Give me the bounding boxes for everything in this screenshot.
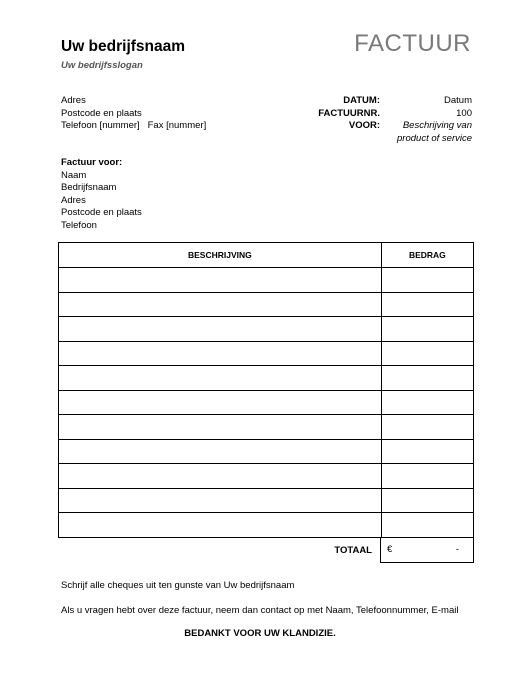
description-cell[interactable] [59,390,382,415]
table-row [59,488,474,513]
bill-to-heading: Factuur voor: [61,157,123,168]
description-cell[interactable] [59,341,382,366]
total-currency: € [387,544,393,555]
description-cell[interactable] [59,513,382,538]
table-row [59,415,474,440]
bill-to-address: Adres [61,194,86,206]
description-cell[interactable] [59,292,382,317]
amount-cell[interactable] [381,366,473,391]
amount-cell[interactable] [381,268,473,293]
sender-city: Postcode en plaats [61,107,142,119]
invoice-title: FACTUUR [354,30,471,57]
amount-column-header: BEDRAG [381,243,473,268]
table-row [59,292,474,317]
table-row [59,390,474,415]
table-row [59,268,474,293]
total-amount-box [380,538,474,563]
sender-address: Adres [61,95,86,106]
amount-cell[interactable] [381,390,473,415]
for-value-line2: product of service [397,132,472,144]
company-slogan: Uw bedrijfsslogan [61,60,143,71]
amount-cell[interactable] [381,439,473,464]
description-cell[interactable] [59,464,382,489]
date-value: Datum [444,95,472,106]
amount-cell[interactable] [381,513,473,538]
company-name: Uw bedrijfsnaam [61,38,186,55]
amount-cell[interactable] [381,292,473,317]
bill-to-company: Bedrijfsnaam [61,182,117,193]
description-cell[interactable] [59,439,382,464]
table-row [59,439,474,464]
line-items-table [58,242,474,538]
sender-address-block [61,95,206,133]
bill-to-city: Postcode en plaats [61,207,142,218]
bill-to-phone: Telefoon [61,219,97,231]
amount-cell[interactable] [381,317,473,342]
sender-fax: Fax [nummer] [147,120,207,131]
invoice-number-label: FACTUURNR. [318,107,380,119]
bill-to-name: Naam [61,169,87,181]
for-label: VOOR: [348,120,380,131]
amount-cell[interactable] [381,464,473,489]
contact-note: Als u vragen hebt over deze factuur, neem dan contact op met Naam, Telefoonnummer, E-mail [61,605,459,616]
table-row [59,341,474,366]
amount-cell[interactable] [381,341,473,366]
invoice-number-value: 100 [456,107,472,119]
table-header-row [59,243,474,268]
description-cell[interactable] [59,415,382,440]
amount-cell[interactable] [381,415,473,440]
table-row [59,317,474,342]
total-label: TOTAAL [334,545,372,556]
description-cell[interactable] [59,488,382,513]
table-row [59,513,474,538]
sender-contact-line [61,120,206,133]
sender-phone: Telefoon [nummer] [61,120,140,131]
for-value [352,120,472,145]
amount-cell[interactable] [381,488,473,513]
total-value: - [455,544,459,555]
thank-you-note: BEDANKT VOOR UW KLANDIZIE. [184,628,336,639]
cheques-note: Schrijf alle cheques uit ten gunste van Uw bedrijfsnaam [61,580,295,591]
for-value-line1: Beschrijving van [402,120,472,131]
description-cell[interactable] [59,268,382,293]
table-row [59,366,474,391]
description-column-header: BESCHRIJVING [59,243,382,268]
bill-to-block [61,157,142,232]
table-row [59,464,474,489]
description-cell[interactable] [59,317,382,342]
description-cell[interactable] [59,366,382,391]
date-label: DATUM: [343,95,380,106]
